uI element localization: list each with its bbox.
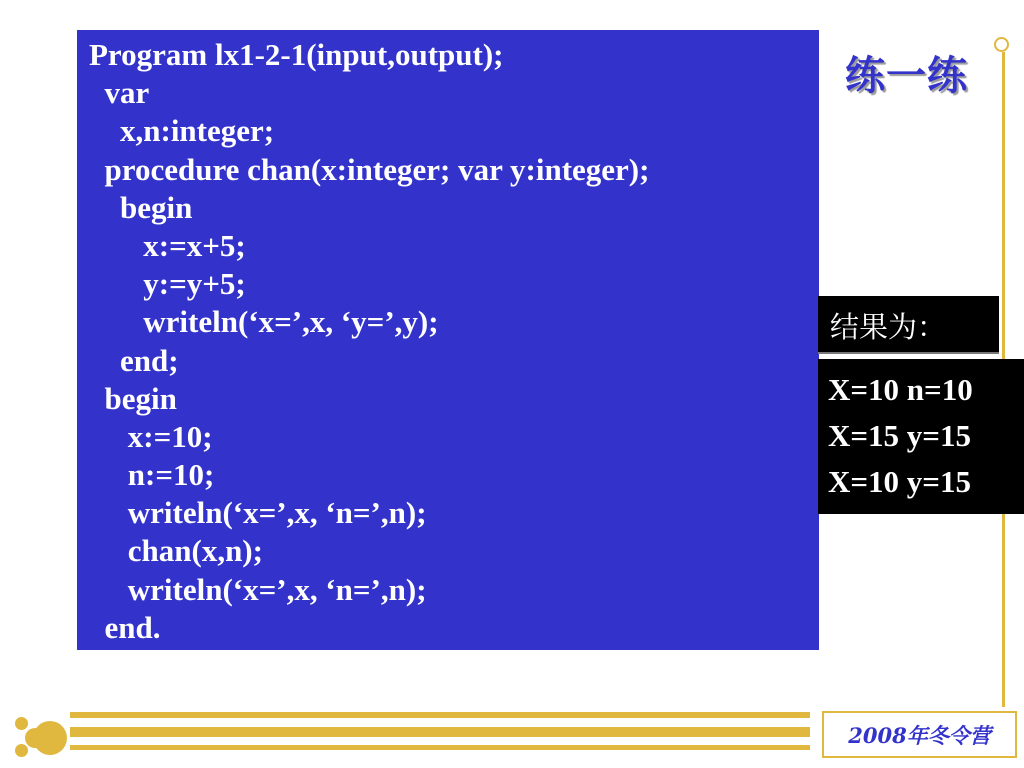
bottom-bar [70, 727, 810, 737]
bottom-bar [70, 712, 810, 718]
slide-title: 练一练 [845, 53, 968, 99]
code-line: procedure chan(x:integer; var y:integer); [89, 151, 650, 187]
code-line: Program lx1-2-1(input,output); [89, 37, 504, 72]
code-line: begin [89, 380, 177, 416]
code-line: chan(x,n); [89, 533, 263, 569]
dot-icon [33, 721, 67, 755]
result-line: X=10 n=10 [828, 372, 973, 407]
code-line: x:=x+5; [89, 227, 246, 263]
code-line: x,n:integer; [89, 113, 275, 149]
code-line: writeln(‘x=’,x, ‘y=’,y); [89, 304, 439, 340]
code-line: begin [89, 189, 193, 225]
rule-circle-ornament [994, 37, 1009, 52]
code-line: end; [89, 342, 179, 378]
code-line: end. [89, 609, 161, 645]
footer-badge [822, 711, 1017, 758]
code-line: writeln(‘x=’,x, ‘n=’,n); [89, 495, 427, 531]
result-line: X=10 y=15 [828, 464, 971, 499]
dot-icon [15, 744, 28, 757]
code-line: var [89, 75, 150, 111]
code-line: x:=10; [89, 418, 213, 454]
code-panel [77, 30, 819, 650]
result-line: X=15 y=15 [828, 418, 971, 453]
footer-text: 2008年冬令营 [848, 722, 991, 748]
code-line: y:=y+5; [89, 266, 246, 302]
result-box [818, 359, 1024, 514]
bottom-bar [70, 745, 810, 750]
result-label: 结果为： [818, 296, 999, 354]
code-line: writeln(‘x=’,x, ‘n=’,n); [89, 571, 427, 607]
dot-icon [15, 717, 28, 730]
code-line: n:=10; [89, 457, 215, 493]
